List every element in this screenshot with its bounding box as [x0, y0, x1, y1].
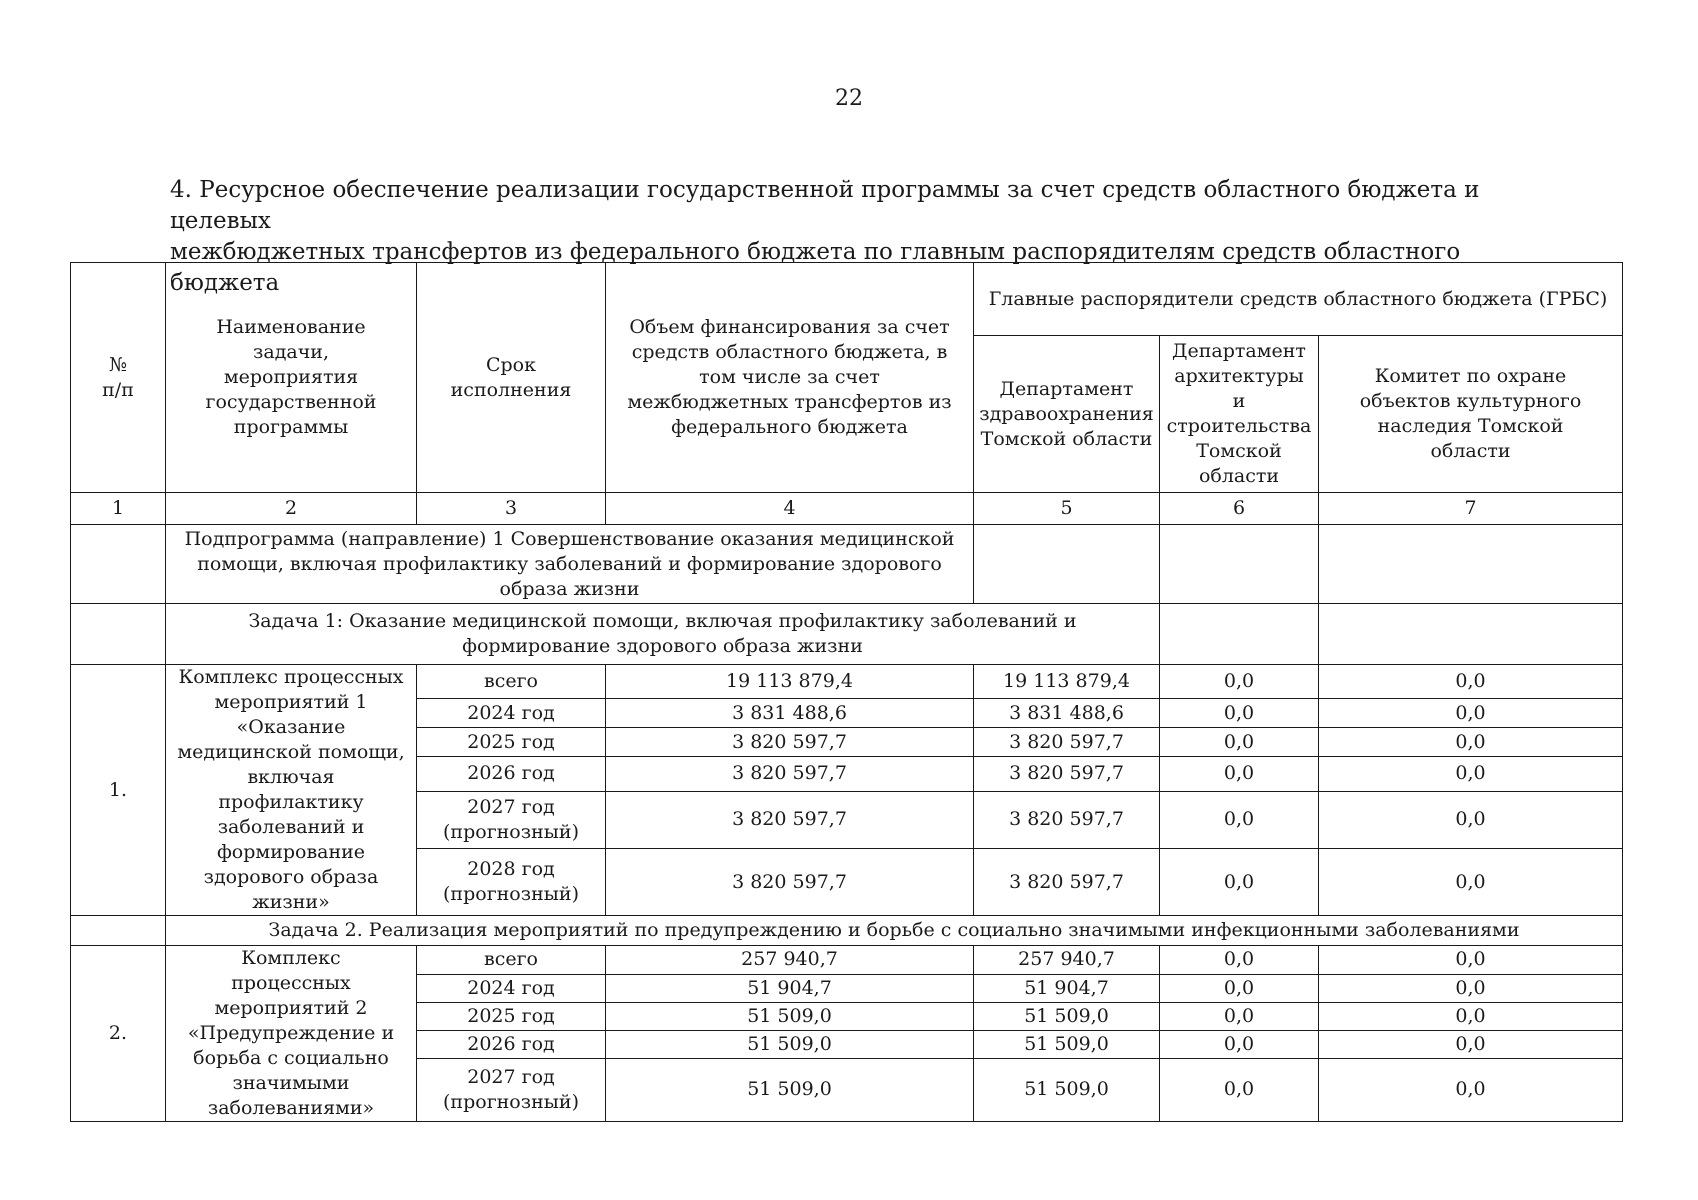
culture-cell: 0,0 [1319, 1002, 1623, 1030]
header-name: Наименование задачи, мероприятия государственной программы [166, 263, 417, 493]
header-num-line-1: № [109, 353, 127, 376]
culture-cell: 0,0 [1319, 1030, 1623, 1058]
task-row [71, 604, 1623, 665]
term-cell: 2025 год [417, 1002, 606, 1030]
term-cell: 2027 год (прогнозный) [417, 791, 606, 849]
arch-cell: 0,0 [1160, 849, 1319, 916]
arch-cell: 0,0 [1160, 1058, 1319, 1121]
volume-cell: 3 820 597,7 [606, 849, 974, 916]
term-cell: 2024 год [417, 974, 606, 1002]
volume-cell: 3 820 597,7 [606, 791, 974, 849]
item-1-num: 1. [71, 665, 166, 916]
header-dept-arch [1160, 336, 1319, 493]
volume-cell: 3 831 488,6 [606, 699, 974, 728]
column-number: 2 [166, 493, 417, 525]
header-dept-arch-line-2: и [1232, 390, 1246, 412]
term-cell: всего [417, 946, 606, 975]
header-committee: Комитет по охране объектов культурного наследия Томской области [1319, 336, 1623, 493]
culture-cell: 0,0 [1319, 699, 1623, 728]
culture-cell: 0,0 [1319, 665, 1623, 699]
culture-cell: 0,0 [1319, 757, 1623, 791]
term-cell: 2028 год (прогнозный) [417, 849, 606, 916]
volume-cell: 51 509,0 [606, 1030, 974, 1058]
page-number: 22 [835, 86, 863, 111]
header-num [71, 263, 166, 493]
culture-cell: 0,0 [1319, 974, 1623, 1002]
header-dept-health: Департамент здравоохранения Томской области [974, 336, 1160, 493]
column-number: 4 [606, 493, 974, 525]
arch-cell: 0,0 [1160, 699, 1319, 728]
volume-cell: 19 113 879,4 [606, 665, 974, 699]
culture-cell: 0,0 [1319, 791, 1623, 849]
arch-cell: 0,0 [1160, 1030, 1319, 1058]
arch-cell: 0,0 [1160, 946, 1319, 975]
section-heading-line-1: 4. Ресурсное обеспечение реализации государственной программы за счет средств областного бюджета и целевых [170, 177, 1480, 234]
table-row [71, 946, 1623, 975]
header-volume: Объем финансирования за счет средств областного бюджета, в том числе за счет межбюджетных трансфертов из федерального бюджета [606, 263, 974, 493]
volume-cell: 51 904,7 [606, 974, 974, 1002]
volume-cell: 3 820 597,7 [606, 728, 974, 757]
volume-cell: 3 820 597,7 [606, 757, 974, 791]
health-cell: 3 820 597,7 [974, 849, 1160, 916]
subprogram-title: Подпрограмма (направление) 1 Совершенствование оказания медицинской помощи, включая профилактику заболеваний и формирование здорового образа жизни [166, 525, 974, 604]
health-cell: 257 940,7 [974, 946, 1160, 975]
budget-table [70, 262, 1623, 1122]
task-row [71, 916, 1623, 946]
culture-cell: 0,0 [1319, 946, 1623, 975]
item-1-name: Комплекс процессных мероприятий 1 «Оказание медицинской помощи, включая профилактику заболеваний и формирование здорового образа жизни» [166, 665, 417, 916]
volume-cell: 51 509,0 [606, 1002, 974, 1030]
term-cell: 2027 год (прогнозный) [417, 1058, 606, 1121]
task-2-title: Задача 2. Реализация мероприятий по предупреждению и борьбе с социально значимыми инфекционными заболеваниями [166, 916, 1623, 946]
term-cell: 2024 год [417, 699, 606, 728]
item-2-name: Комплекс процессных мероприятий 2 «Предупреждение и борьба с социально значимыми заболеваниями» [166, 946, 417, 1122]
health-cell: 19 113 879,4 [974, 665, 1160, 699]
term-cell: 2025 год [417, 728, 606, 757]
health-cell: 3 820 597,7 [974, 757, 1160, 791]
task-1-title: Задача 1: Оказание медицинской помощи, включая профилактику заболеваний и формирование здорового образа жизни [166, 604, 1160, 665]
term-cell: 2026 год [417, 757, 606, 791]
culture-cell: 0,0 [1319, 1058, 1623, 1121]
health-cell: 51 904,7 [974, 974, 1160, 1002]
term-cell: 2026 год [417, 1030, 606, 1058]
column-number: 1 [71, 493, 166, 525]
section-heading-line-2: межбюджетных трансфертов из федерального бюджета по главным распорядителям средств областного бюджета [170, 239, 1461, 296]
column-number: 3 [417, 493, 606, 525]
health-cell: 3 831 488,6 [974, 699, 1160, 728]
header-term: Срок исполнения [417, 263, 606, 493]
arch-cell: 0,0 [1160, 974, 1319, 1002]
volume-cell: 257 940,7 [606, 946, 974, 975]
health-cell: 51 509,0 [974, 1058, 1160, 1121]
column-number: 6 [1160, 493, 1319, 525]
volume-cell: 51 509,0 [606, 1058, 974, 1121]
header-grbs: Главные распорядители средств областного бюджета (ГРБС) [974, 263, 1623, 336]
arch-cell: 0,0 [1160, 791, 1319, 849]
table-row [71, 665, 1623, 699]
column-number: 5 [974, 493, 1160, 525]
health-cell: 51 509,0 [974, 1002, 1160, 1030]
header-dept-arch-line-3: строительства Томской [1166, 415, 1312, 462]
subprogram-row [71, 525, 1623, 604]
arch-cell: 0,0 [1160, 728, 1319, 757]
item-2-num: 2. [71, 946, 166, 1122]
culture-cell: 0,0 [1319, 849, 1623, 916]
header-dept-arch-line-4: области [1198, 465, 1280, 487]
health-cell: 3 820 597,7 [974, 728, 1160, 757]
arch-cell: 0,0 [1160, 1002, 1319, 1030]
health-cell: 3 820 597,7 [974, 791, 1160, 849]
culture-cell: 0,0 [1319, 728, 1623, 757]
arch-cell: 0,0 [1160, 757, 1319, 791]
health-cell: 51 509,0 [974, 1030, 1160, 1058]
term-cell: всего [417, 665, 606, 699]
arch-cell: 0,0 [1160, 665, 1319, 699]
header-dept-arch-line-1: Департамент архитектуры [1172, 340, 1306, 387]
column-numbers-row [71, 493, 1623, 525]
column-number: 7 [1319, 493, 1623, 525]
header-num-line-2: п/п [102, 378, 134, 401]
